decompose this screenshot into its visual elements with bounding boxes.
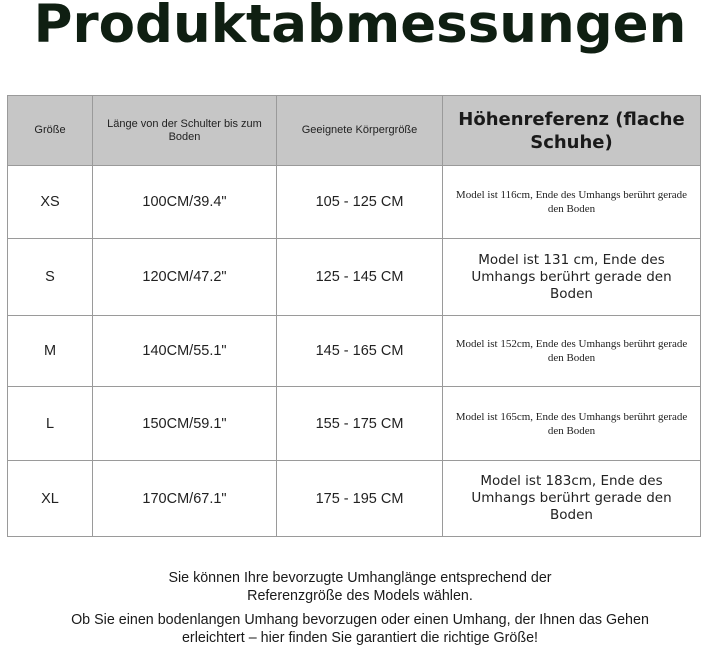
cell-height: 145 - 165 CM	[277, 316, 443, 387]
footer-line: Referenzgröße des Models wählen.	[247, 588, 473, 604]
cell-height: 105 - 125 CM	[277, 166, 443, 239]
cell-size: XS	[8, 166, 93, 239]
cell-reference: Model ist 152cm, Ende des Umhangs berührt gerade den Boden	[443, 316, 701, 387]
table-row	[8, 387, 701, 461]
footer-note-guarantee	[0, 611, 720, 647]
cell-size: L	[8, 387, 93, 461]
footer-line: erleichtert – hier finden Sie garantiert die richtige Größe!	[181, 630, 538, 646]
table-row	[8, 239, 701, 316]
header-body-height: Geeignete Körpergröße	[277, 96, 443, 166]
cell-length: 100CM/39.4"	[93, 166, 277, 239]
cell-length: 150CM/59.1"	[93, 387, 277, 461]
cell-height: 175 - 195 CM	[277, 461, 443, 537]
cell-length: 120CM/47.2"	[93, 239, 277, 316]
cell-reference: Model ist 165cm, Ende des Umhangs berührt gerade den Boden	[443, 387, 701, 461]
header-length: Länge von der Schulter bis zum Boden	[93, 96, 277, 166]
cell-height: 155 - 175 CM	[277, 387, 443, 461]
footer-line: Sie können Ihre bevorzugte Umhanglänge entsprechend der	[168, 570, 552, 586]
cell-height: 125 - 145 CM	[277, 239, 443, 316]
cell-reference: Model ist 116cm, Ende des Umhangs berührt gerade den Boden	[443, 166, 701, 239]
cell-length: 170CM/67.1"	[93, 461, 277, 537]
page-title: Produktabmessungen	[33, 0, 687, 55]
table-row	[8, 316, 701, 387]
header-size: Größe	[8, 96, 93, 166]
header-height-reference: Höhenreferenz (flache Schuhe)	[443, 96, 701, 166]
footer-line: Ob Sie einen bodenlangen Umhang bevorzugen oder einen Umhang, der Ihnen das Gehen	[71, 612, 649, 628]
table-header-row	[8, 96, 701, 166]
table-row	[8, 461, 701, 537]
cell-reference: Model ist 131 cm, Ende des Umhangs berührt gerade den Boden	[443, 239, 701, 316]
cell-length: 140CM/55.1"	[93, 316, 277, 387]
size-table	[7, 95, 701, 537]
cell-reference: Model ist 183cm, Ende des Umhangs berührt gerade den Boden	[443, 461, 701, 537]
cell-size: S	[8, 239, 93, 316]
footer-note-reference	[0, 569, 720, 605]
cell-size: M	[8, 316, 93, 387]
cell-size: XL	[8, 461, 93, 537]
table-row	[8, 166, 701, 239]
